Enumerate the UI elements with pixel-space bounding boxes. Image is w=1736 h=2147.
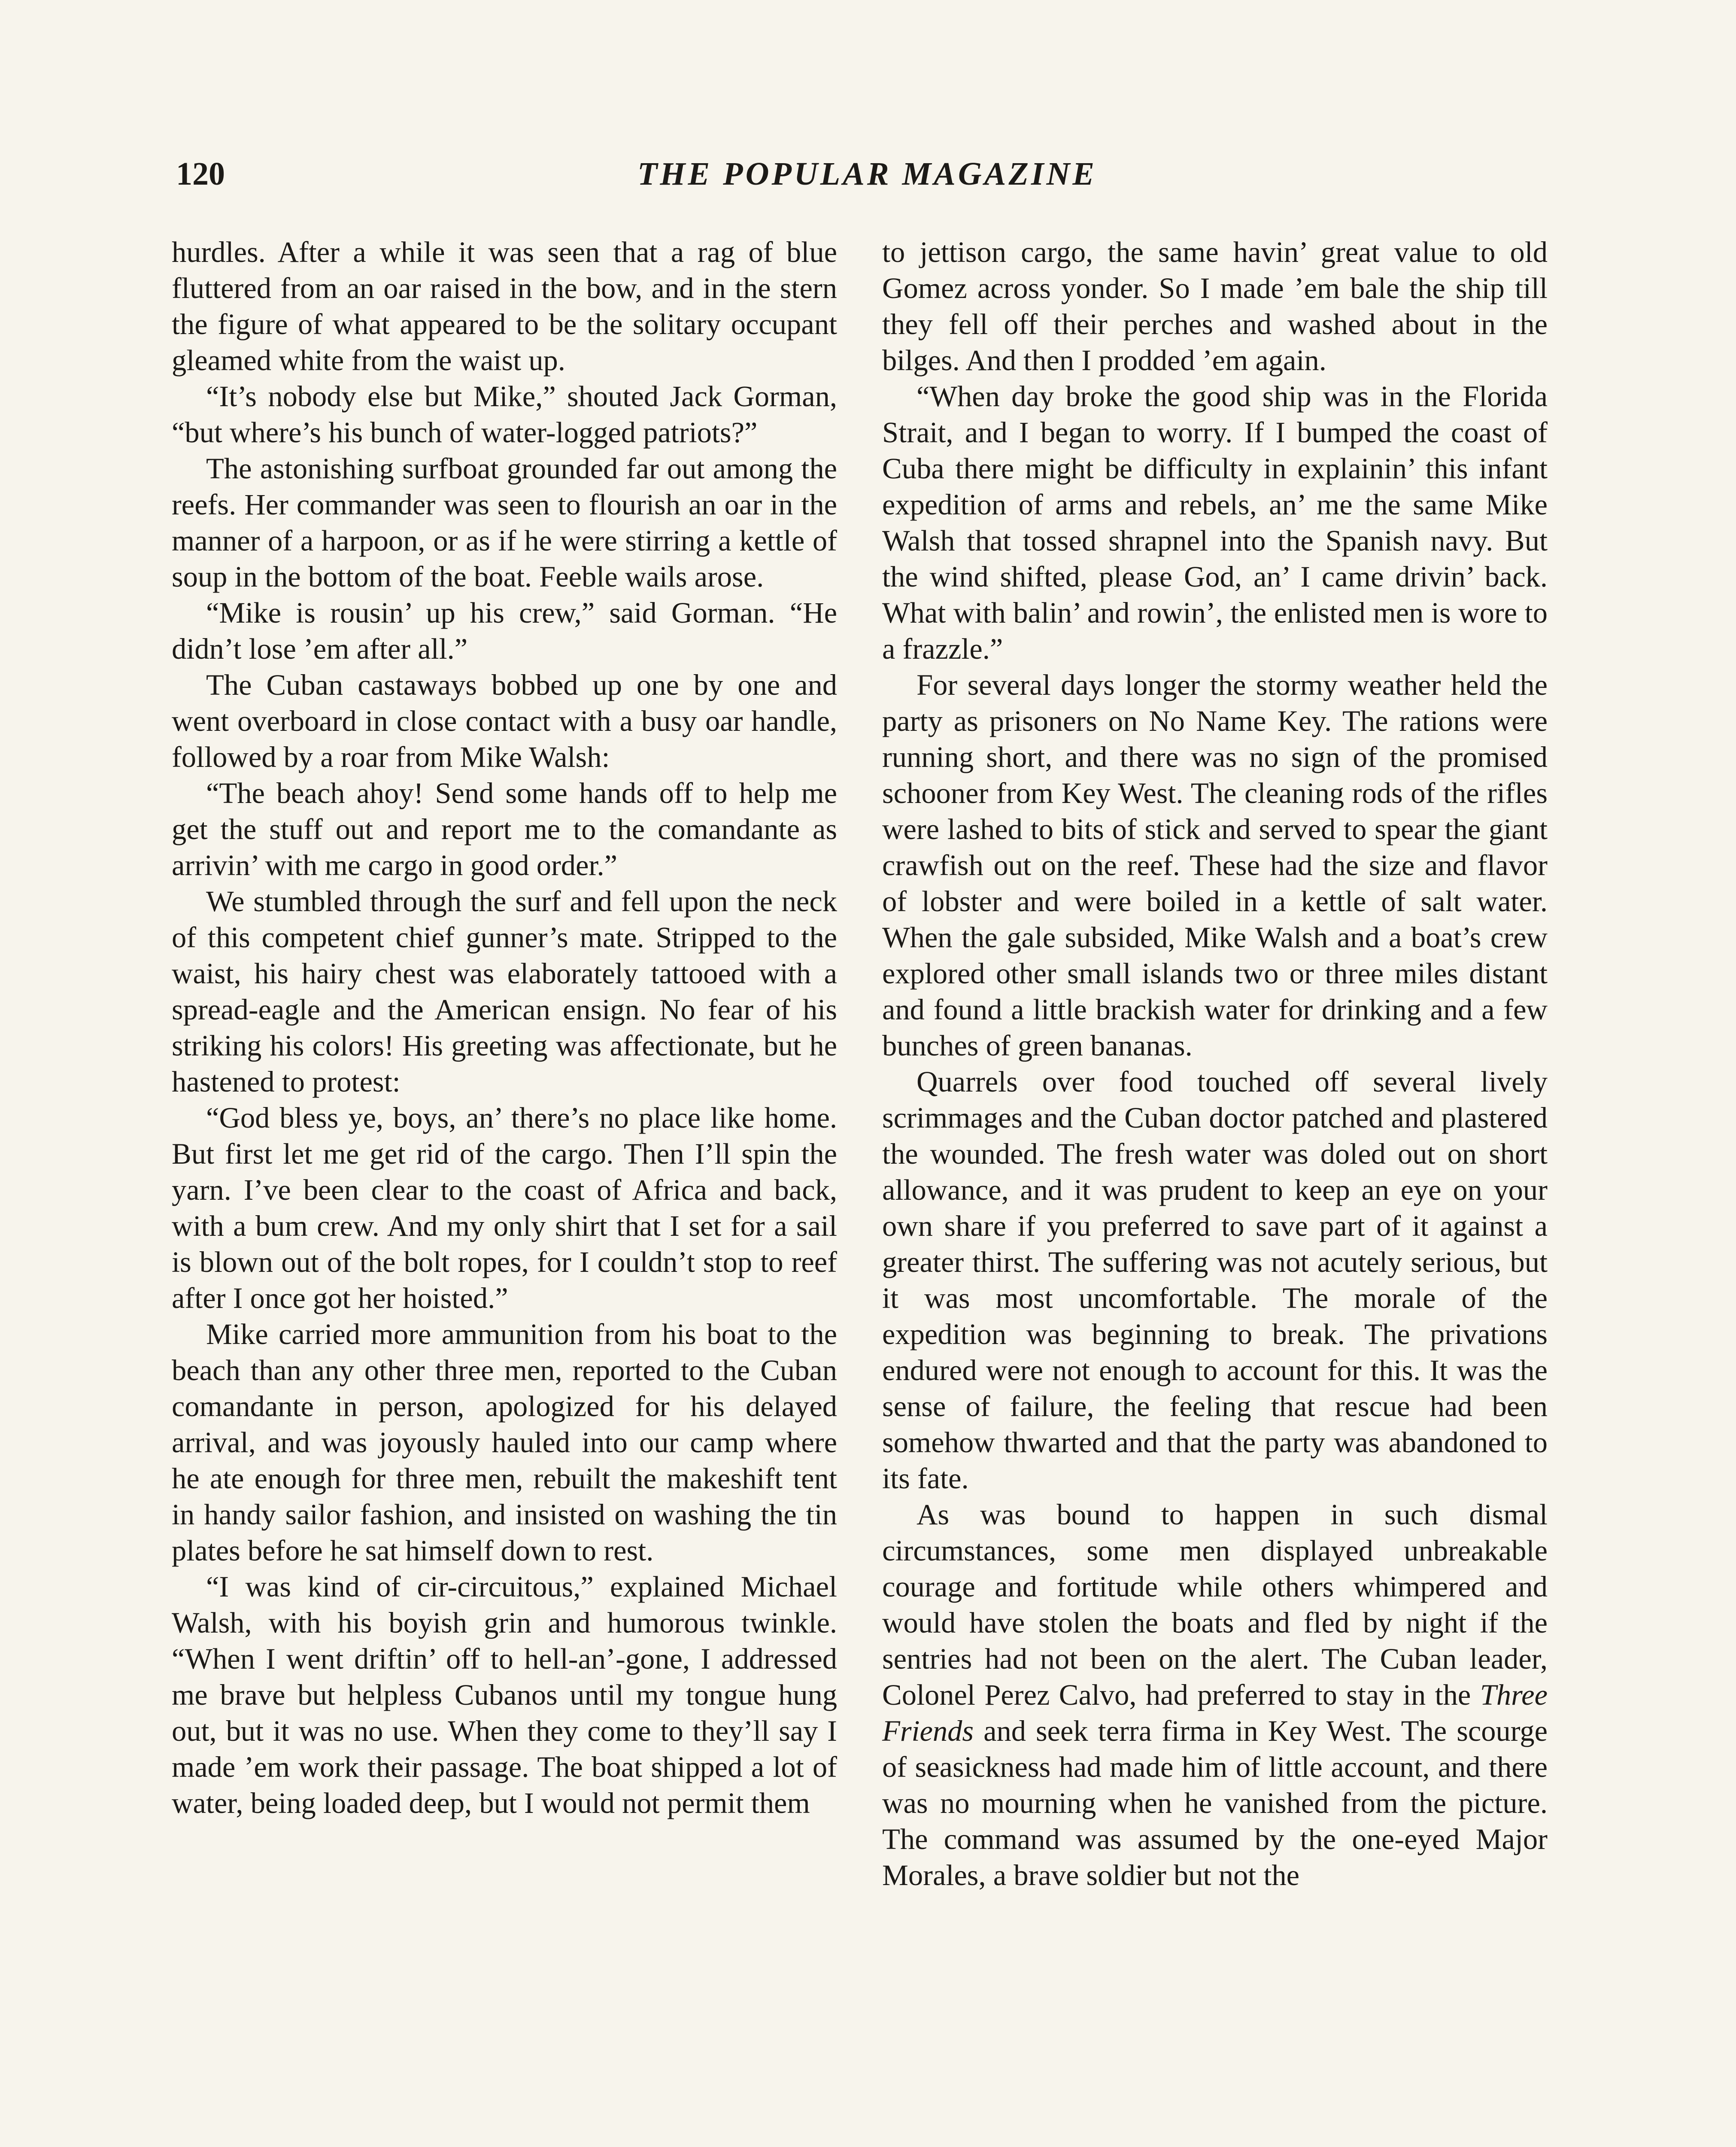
left-column [172,234,837,1821]
right-column [882,234,1548,1893]
paragraph: “God bless ye, boys, an’ there’s no place like home. But first let me get rid of the cargo. Then I’ll spin the yarn. I’ve been clear to the coast of Africa and back, with a bum crew. And my only shirt that I set for a sail is blown out of the bolt ropes, for I couldn’t stop to reef after I once got her hoisted.” [172,1101,837,1314]
page-header [176,148,1558,200]
paragraph: hurdles. After a while it was seen that a rag of blue fluttered from an oar raised in the bow, and in the stern the figure of what appeared to be the solitary occupant gleamed white from the waist up. [172,236,837,377]
paragraph: “The beach ahoy! Send some hands off to help me get the stuff out and report me to the comandante as arrivin’ with me cargo in good order.” [172,777,837,882]
ship-name: Three Friends [882,1679,1548,1747]
paragraph: For several days longer the stormy weather held the party as prisoners on No Name Key. The rations were running short, and there was no sign of the promised schooner from Key West. The cleaning rods of the rifles were lashed to bits of stick and served to spear the giant crawfish out on the reef. These had the size and flavor of lobster and were boiled in a kettle of salt water. When the gale subsided, Mike Walsh and a boat’s crew explored other small islands two or three miles distant and found a little brackish water for drinking and a few bunches of green bananas. [882,669,1548,1062]
paragraph: Mike carried more ammunition from his boat to the beach than any other three men, reported to the Cuban comandante in person, apologized for his delayed arrival, and was joyously hauled into our camp where he ate enough for three men, rebuilt the makeshift tent in handy sailor fashion, and insisted on washing the tin plates before he sat himself down to rest. [172,1318,837,1567]
paragraph: The astonishing surfboat grounded far out among the reefs. Her commander was seen to flourish an oar in the manner of a harpoon, or as if he were stirring a kettle of soup in the bottom of the boat. Feeble wails arose. [172,452,837,593]
paragraph [882,1496,1548,1893]
running-head: THE POPULAR MAGAZINE [637,156,1097,192]
paragraph: to jettison cargo, the same havin’ great value to old Gomez across yonder. So I made ’em bale the ship till they fell off their perches and washed about in the bilges. And then I prodded ’em again. [882,236,1548,377]
page-number: 120 [176,156,225,192]
paragraph: We stumbled through the surf and fell upon the neck of this competent chief gunner’s mate. Stripped to the waist, his hairy chest was elaborately tattooed with a spread-eagle and the American ensign. No fear of his striking his colors! His greeting was affectionate, but he hastened to protest: [172,885,837,1098]
paragraph: Quarrels over food touched off several lively scrimmages and the Cuban doctor patched and plastered the wounded. The fresh water was doled out on short allowance, and it was prudent to keep an eye on your own share if you preferred to save part of it against a greater thirst. The suffering was not acutely serious, but it was most uncomfortable. The morale of the expedition was beginning to break. The privations endured were not enough to account for this. It was the sense of failure, the feeling that rescue had been somehow thwarted and that the party was abandoned to its fate. [882,1065,1548,1495]
paragraph: “It’s nobody else but Mike,” shouted Jack Gorman, “but where’s his bunch of water-logged patriots?” [172,380,837,449]
paragraph: “When day broke the good ship was in the Florida Strait, and I began to worry. If I bumped the coast of Cuba there might be difficulty in explainin’ this infant expedition of arms and rebels, an’ me the same Mike Walsh that tossed shrapnel into the Spanish navy. But the wind shifted, please God, an’ I came drivin’ back. What with balin’ and rowin’, the enlisted men is wore to a frazzle.” [882,380,1548,665]
paragraph-text: and seek terra firma in Key West. The scourge of seasickness had made him of little account, and there was no mourning when he vanished from the picture. The command was assumed by the one-eyed Major Morales, a brave soldier but not the [882,1715,1548,1892]
paragraph: “Mike is rousin’ up his crew,” said Gorman. “He didn’t lose ’em after all.” [172,596,837,665]
paragraph-text: As was bound to happen in such dismal circumstances, some men displayed unbreakable courage and fortitude while others whimpered and would have stolen the boats and fled by night if the sentries had not been on the alert. The Cuban leader, Colonel Perez Calvo, had preferred to stay in the [882,1498,1548,1711]
paragraph: “I was kind of cir-circuitous,” explained Michael Walsh, with his boyish grin and humorous twinkle. “When I went driftin’ off to hell-an’-gone, I addressed me brave but helpless Cubanos until my tongue hung out, but it was no use. When they come to they’ll say I made ’em work their passage. The boat shipped a lot of water, being loaded deep, but I would not permit them [172,1570,837,1819]
paragraph: The Cuban castaways bobbed up one by one and went overboard in close contact with a busy oar handle, followed by a roar from Mike Walsh: [172,669,837,773]
